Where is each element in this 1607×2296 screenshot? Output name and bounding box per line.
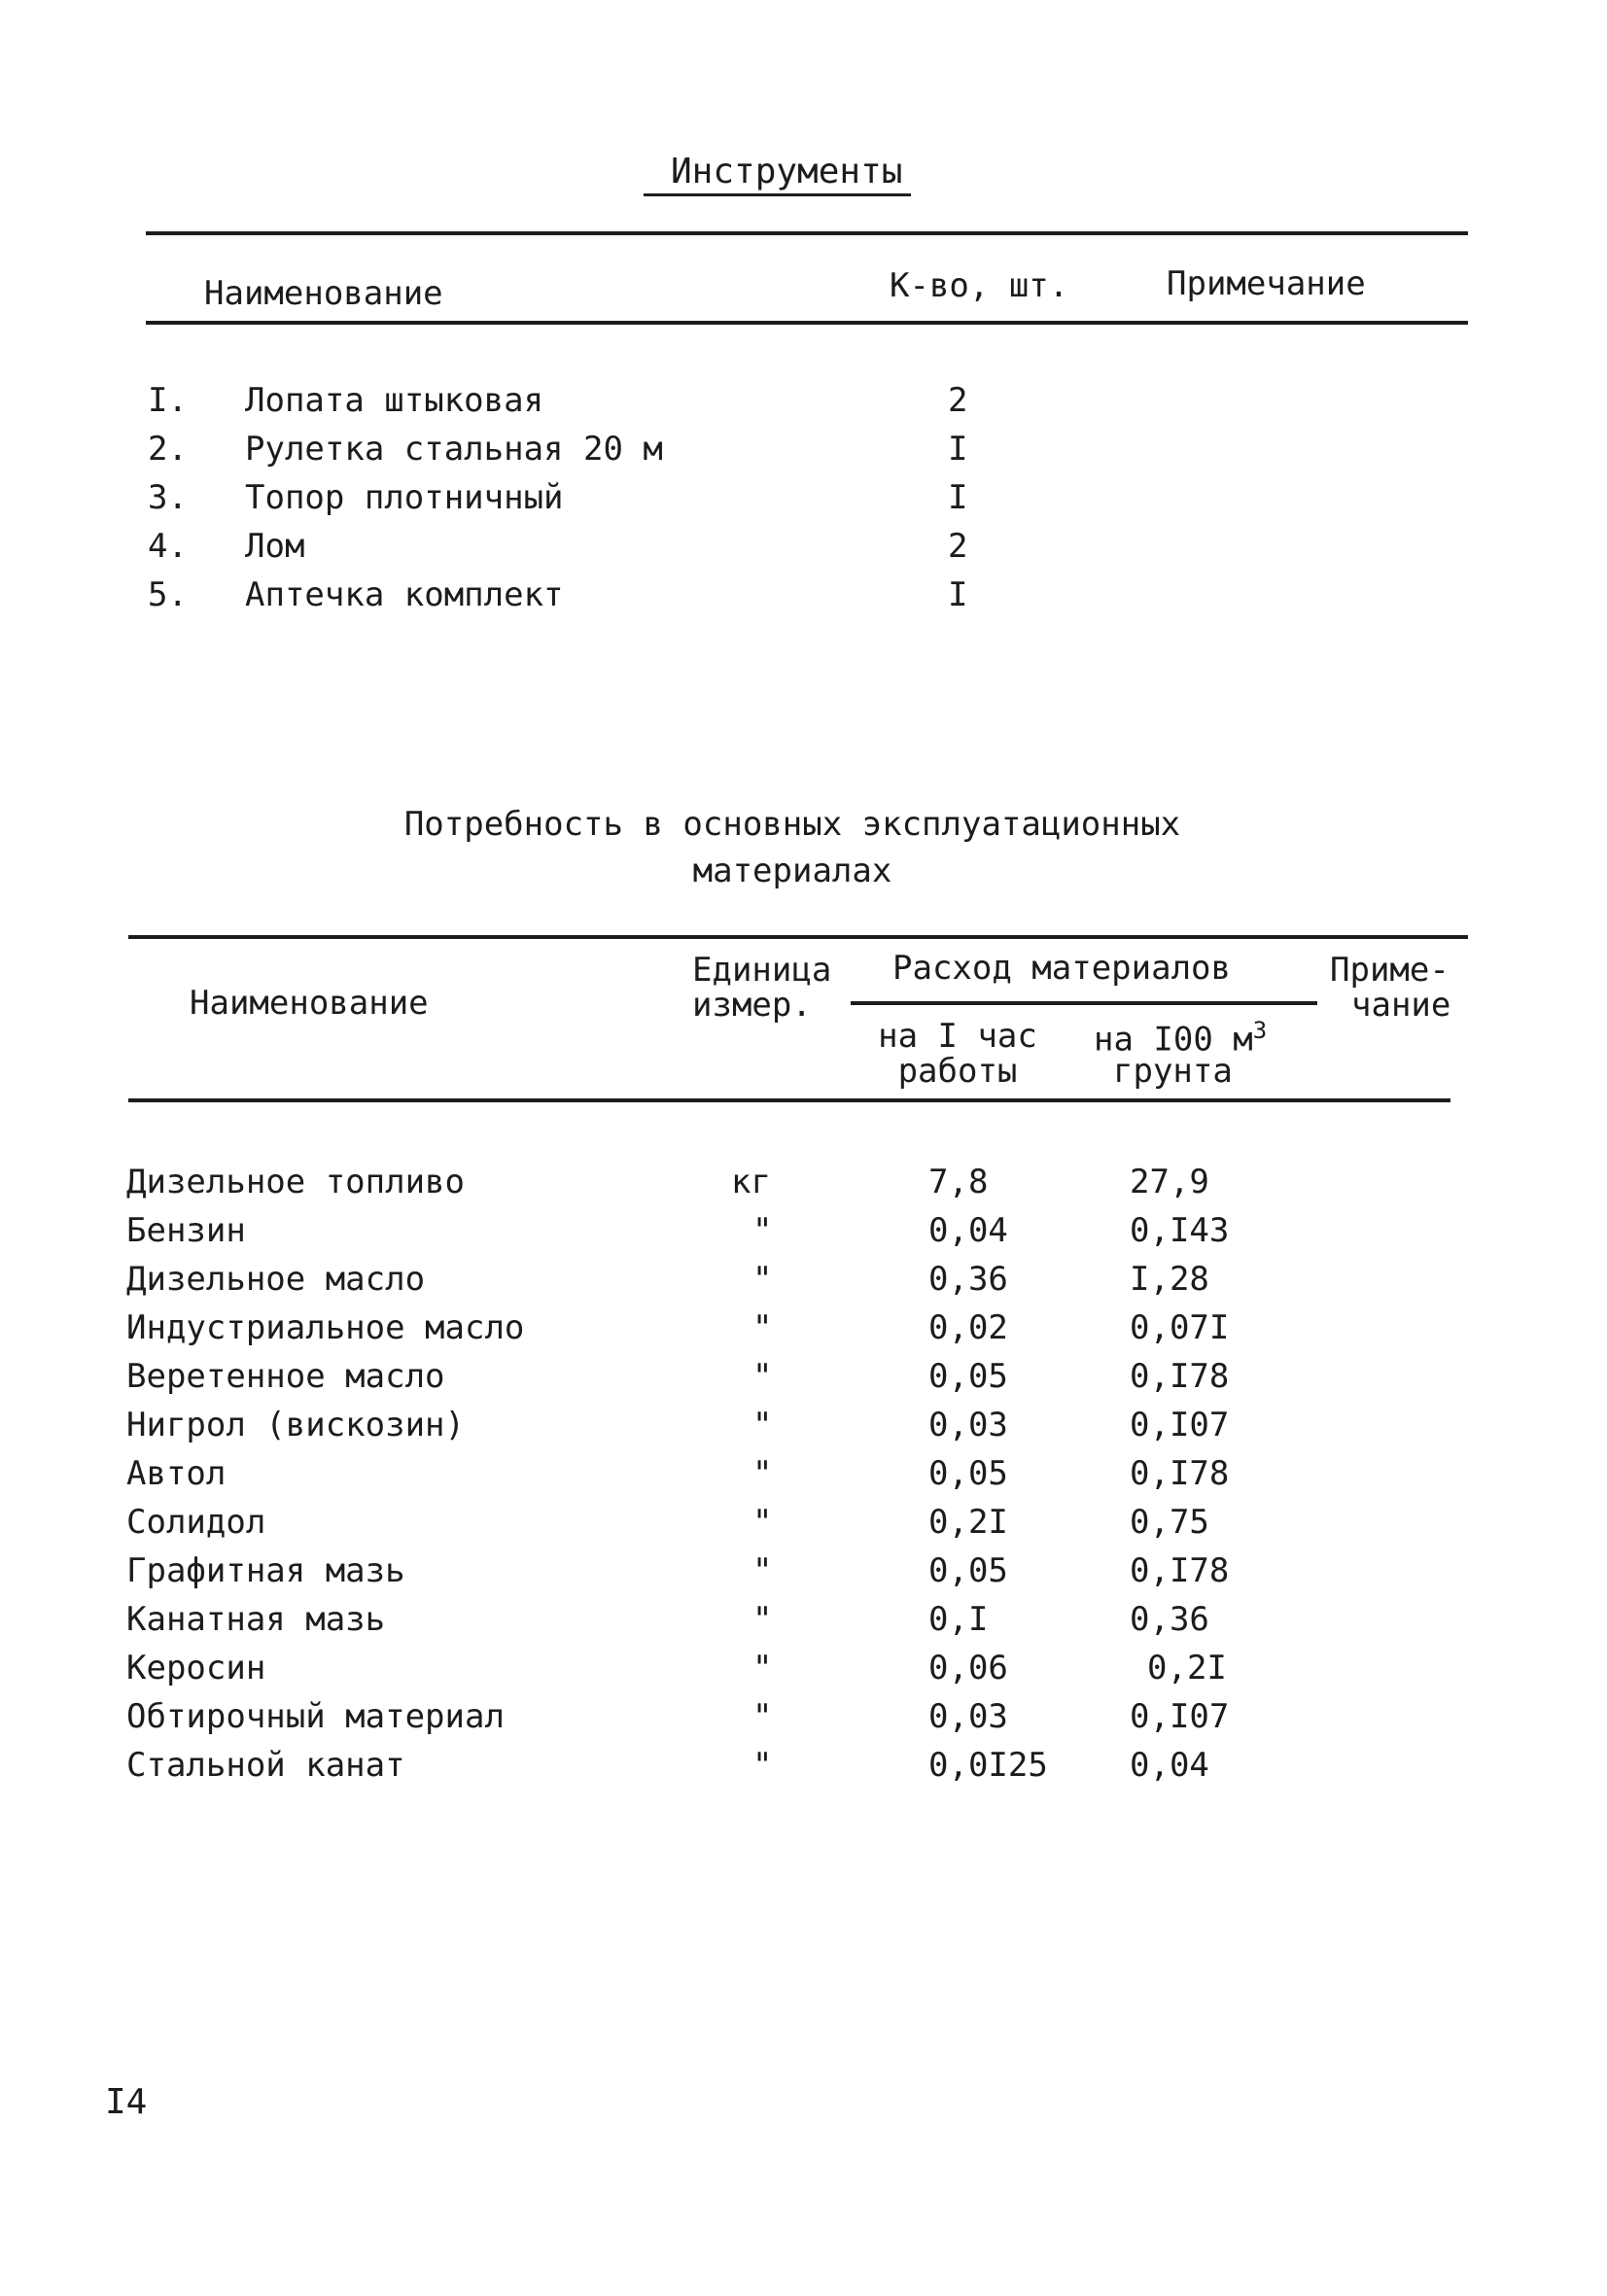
row-number: 4. <box>148 527 188 566</box>
tool-qty: I <box>948 478 968 517</box>
material-per-hour: 0,05 <box>928 1357 1008 1396</box>
tool-qty: 2 <box>948 527 968 566</box>
consumption-subheader-rule <box>851 1001 1317 1005</box>
tools-header-qty: К-во, шт. <box>890 266 1069 305</box>
row-number: 5. <box>148 575 188 614</box>
material-per-hour: 0,03 <box>928 1697 1008 1736</box>
material-name: Автол <box>126 1454 227 1493</box>
row-number: I. <box>148 381 188 420</box>
material-name: Канатная мазь <box>126 1600 386 1639</box>
materials-header-note-line1: Приме- <box>1330 951 1450 990</box>
material-name: Индустриальное масло <box>126 1308 525 1347</box>
material-per-hour: 0,04 <box>928 1211 1008 1250</box>
material-name: Обтирочный материал <box>126 1697 505 1736</box>
per-100-superscript: 3 <box>1252 1017 1268 1044</box>
tools-header-rule <box>146 321 1468 325</box>
material-per-hour: 0,06 <box>928 1649 1008 1687</box>
material-per-hour: 0,2I <box>928 1503 1008 1542</box>
material-per-100: 0,36 <box>1130 1600 1209 1639</box>
materials-header-consumption: Расход материалов <box>892 949 1231 988</box>
material-unit: " <box>752 1649 773 1687</box>
materials-header-note-line2: чание <box>1351 986 1451 1025</box>
tool-qty: 2 <box>948 381 968 420</box>
row-number: 2. <box>148 430 188 469</box>
tool-qty: I <box>948 575 968 614</box>
material-per-100: 0,I07 <box>1130 1697 1230 1736</box>
tool-name: Лопата штыковая <box>245 381 544 420</box>
material-name: Керосин <box>126 1649 266 1687</box>
materials-header-unit-line1: Единица <box>692 951 832 990</box>
materials-header-rule <box>128 1098 1450 1102</box>
material-name: Стальной канат <box>126 1746 405 1785</box>
material-unit: " <box>752 1697 773 1736</box>
tools-header-note: Примечание <box>1167 264 1366 303</box>
material-per-100: I,28 <box>1130 1260 1209 1299</box>
tools-header-name: Наименование <box>204 274 443 313</box>
material-per-100: 0,I78 <box>1130 1454 1230 1493</box>
material-unit: " <box>752 1406 773 1444</box>
material-name: Солидол <box>126 1503 266 1542</box>
materials-header-unit-line2: измер. <box>692 986 812 1025</box>
tool-qty: I <box>948 430 968 469</box>
per-100-text: на I00 м <box>1094 1020 1253 1060</box>
material-per-100: 0,75 <box>1130 1503 1209 1542</box>
material-name: Бензин <box>126 1211 246 1250</box>
material-unit: " <box>752 1600 773 1639</box>
material-per-hour: 0,05 <box>928 1454 1008 1493</box>
material-per-100: 0,07I <box>1130 1308 1230 1347</box>
material-unit: " <box>752 1260 773 1299</box>
material-per-100: 0,I07 <box>1130 1406 1230 1444</box>
material-per-hour: 0,02 <box>928 1308 1008 1347</box>
tool-name: Аптечка комплект <box>245 575 564 614</box>
material-name: Дизельное топливо <box>126 1163 465 1201</box>
tools-title-underline <box>644 193 911 196</box>
material-per-hour: 0,03 <box>928 1406 1008 1444</box>
material-per-hour: 7,8 <box>928 1163 989 1201</box>
material-unit: " <box>752 1503 773 1542</box>
material-unit: " <box>752 1357 773 1396</box>
material-name: Графитная мазь <box>126 1551 405 1590</box>
material-per-hour: 0,I <box>928 1600 989 1639</box>
tools-top-rule <box>146 231 1468 235</box>
material-per-100: 0,I43 <box>1130 1211 1230 1250</box>
material-per-hour: 0,0I25 <box>928 1746 1048 1785</box>
materials-top-rule <box>128 935 1468 939</box>
materials-header-per-hour-line2: работы <box>897 1052 1018 1091</box>
material-per-hour: 0,36 <box>928 1260 1008 1299</box>
material-unit: " <box>752 1211 773 1250</box>
material-name: Нигрол (вискозин) <box>126 1406 465 1444</box>
material-per-100: 0,2I <box>1147 1649 1227 1687</box>
material-unit: " <box>752 1308 773 1347</box>
material-per-100: 0,I78 <box>1130 1357 1230 1396</box>
materials-title-line2: материалах <box>692 852 892 890</box>
materials-header-per-100-line2: грунта <box>1113 1052 1233 1091</box>
tool-name: Рулетка стальная 20 м <box>245 430 663 469</box>
material-per-hour: 0,05 <box>928 1551 1008 1590</box>
material-unit: " <box>752 1746 773 1785</box>
page-number: I4 <box>105 2082 148 2122</box>
material-per-100: 27,9 <box>1130 1163 1209 1201</box>
tool-name: Лом <box>245 527 305 566</box>
material-name: Веретенное масло <box>126 1357 445 1396</box>
material-per-100: 0,I78 <box>1130 1551 1230 1590</box>
materials-header-per-hour-line1: на I час <box>878 1017 1037 1056</box>
material-per-100: 0,04 <box>1130 1746 1209 1785</box>
material-unit: " <box>752 1551 773 1590</box>
tool-name: Топор плотничный <box>245 478 564 517</box>
materials-header-name: Наименование <box>190 984 429 1023</box>
material-unit: " <box>752 1454 773 1493</box>
material-name: Дизельное масло <box>126 1260 426 1299</box>
row-number: 3. <box>148 478 188 517</box>
material-unit: кг <box>731 1163 771 1201</box>
materials-title-line1: Потребность в основных эксплуатационных <box>403 805 1181 844</box>
tools-title: Инструменты <box>671 152 903 191</box>
